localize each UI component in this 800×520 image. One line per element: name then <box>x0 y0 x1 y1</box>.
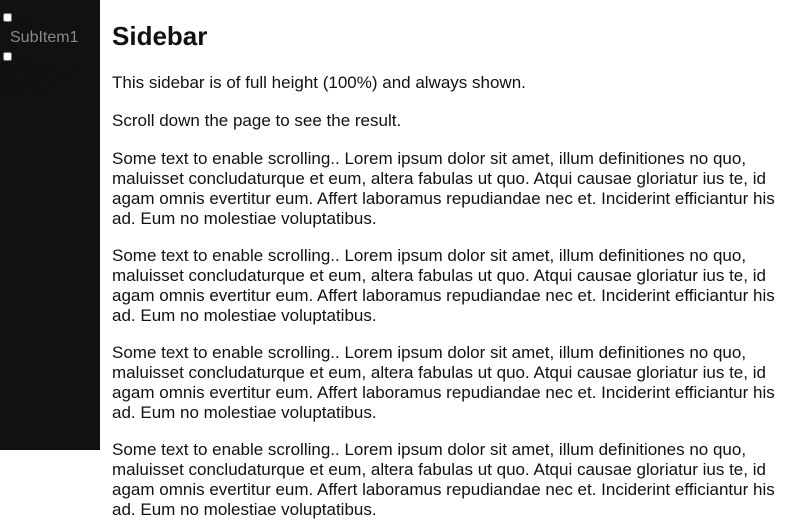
paragraph: This sidebar is of full height (100%) and always shown. <box>112 73 526 92</box>
paragraph: Some text to enable scrolling.. Lorem ipsum dolor sit amet, illum definitiones no quo, maluisset concludaturque et eum, altera fabulas ut quo. Atqui causae gloriatur ius te, id agam omnis evertitur eum. Affert laboramus repudiandae nec et. Inciderint efficiantur his ad. Eum no molestiae voluptatibus. <box>112 440 775 519</box>
item2-checkbox[interactable] <box>3 52 12 61</box>
paragraph: Some text to enable scrolling.. Lorem ipsum dolor sit amet, illum definitiones no quo, maluisset concludaturque et eum, altera fabulas ut quo. Atqui causae gloriatur ius te, id agam omnis evertitur eum. Affert laboramus repudiandae nec et. Inciderint efficiantur his ad. Eum no molestiae voluptatibus. <box>112 246 775 325</box>
page-title: Sidebar <box>112 21 208 51</box>
sidebar <box>0 0 100 450</box>
item2-label: Item 2 <box>14 52 40 62</box>
sidebar-item-2[interactable] <box>3 52 39 62</box>
sidebar-subitem-1[interactable]: SubItem1 <box>10 29 79 46</box>
paragraph: Scroll down the page to see the result. <box>112 111 402 130</box>
paragraph: Some text to enable scrolling.. Lorem ipsum dolor sit amet, illum definitiones no quo, maluisset concludaturque et eum, altera fabulas ut quo. Atqui causae gloriatur ius te, id agam omnis evertitur eum. Affert laboramus repudiandae nec et. Inciderint efficiantur his ad. Eum no molestiae voluptatibus. <box>112 343 775 422</box>
item1-checkbox[interactable] <box>3 13 12 22</box>
main-content <box>100 0 800 519</box>
item1-label: Item1 <box>14 13 37 23</box>
paragraph: Some text to enable scrolling.. Lorem ipsum dolor sit amet, illum definitiones no quo, maluisset concludaturque et eum, altera fabulas ut quo. Atqui causae gloriatur ius te, id agam omnis evertitur eum. Affert laboramus repudiandae nec et. Inciderint efficiantur his ad. Eum no molestiae voluptatibus. <box>112 149 775 228</box>
item2-description: Lorem ipsum dolor sit amet consectetur adipisicing elit. A, in! <box>0 63 87 93</box>
sidebar-item-1[interactable] <box>3 13 37 23</box>
